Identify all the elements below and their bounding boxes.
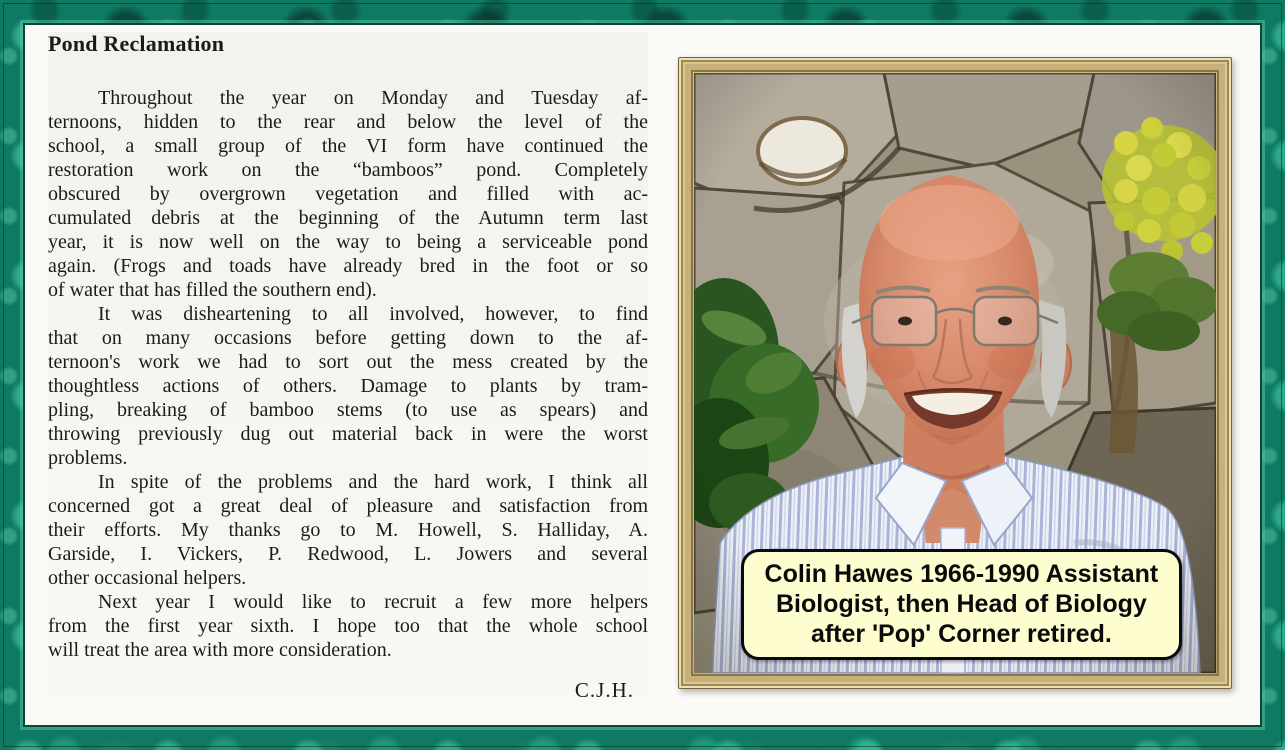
text-line: throwing previously dug out material back in were the worst xyxy=(48,423,648,445)
text-line: restoration work on the “bamboos” pond. Completely xyxy=(48,159,648,181)
text-line: their efforts. My thanks go to M. Howell, S. Halliday, A. xyxy=(48,519,648,541)
text-line: Next year I would like to recruit a few more helpers xyxy=(98,591,648,613)
article-title: Pond Reclamation xyxy=(48,31,225,56)
text-line: Throughout the year on Monday and Tuesday af- xyxy=(98,87,648,109)
text-line: cumulated debris at the beginning of the Autumn term last xyxy=(48,207,648,229)
photo-frame xyxy=(678,57,1232,689)
text-line: pling, breaking of bamboo stems (to use as spears) and xyxy=(48,399,648,421)
text-line: It was disheartening to all involved, however, to find xyxy=(98,303,648,325)
text-line: ternoons, hidden to the rear and below the level of the xyxy=(48,111,648,133)
article xyxy=(48,32,648,703)
caption-line: Biologist, then Head of Biology xyxy=(775,590,1147,618)
text-line: school, a small group of the VI form have continued the xyxy=(48,135,648,157)
text-line: Garside, I. Vickers, P. Redwood, L. Jowers and several xyxy=(48,543,648,565)
text-line: concerned got a great deal of pleasure and satisfaction from xyxy=(48,495,648,517)
caption-line: after 'Pop' Corner retired. xyxy=(810,620,1112,648)
article-signature: C.J.H. xyxy=(574,678,634,702)
text-line: thoughtless actions of others. Damage to plants by tram- xyxy=(48,375,648,397)
text-line: that on many occasions before getting down to the af- xyxy=(48,327,648,349)
text-line: obscured by overgrown vegetation and filled with ac- xyxy=(48,183,648,205)
text-line: again. (Frogs and toads have already bred in the foot or so xyxy=(48,255,648,277)
text-line: problems. xyxy=(48,447,128,469)
text-line: other occasional helpers. xyxy=(48,567,247,589)
text-line: from the first year sixth. I hope too that the whole school xyxy=(48,615,648,637)
text-line: ternoon's work we had to sort out the mess created by the xyxy=(48,351,648,373)
text-line: year, it is now well on the way to being a serviceable pond xyxy=(48,231,648,253)
text-line: In spite of the problems and the hard work, I think all xyxy=(98,471,648,493)
colin-hawes-photo xyxy=(694,73,1216,673)
caption-line: Colin Hawes 1966-1990 Assistant xyxy=(764,560,1159,588)
caption-box xyxy=(741,549,1182,660)
text-line: of water that has filled the southern end). xyxy=(48,279,377,301)
article-body xyxy=(48,86,648,662)
text-line: will treat the area with more consideration. xyxy=(48,639,392,661)
